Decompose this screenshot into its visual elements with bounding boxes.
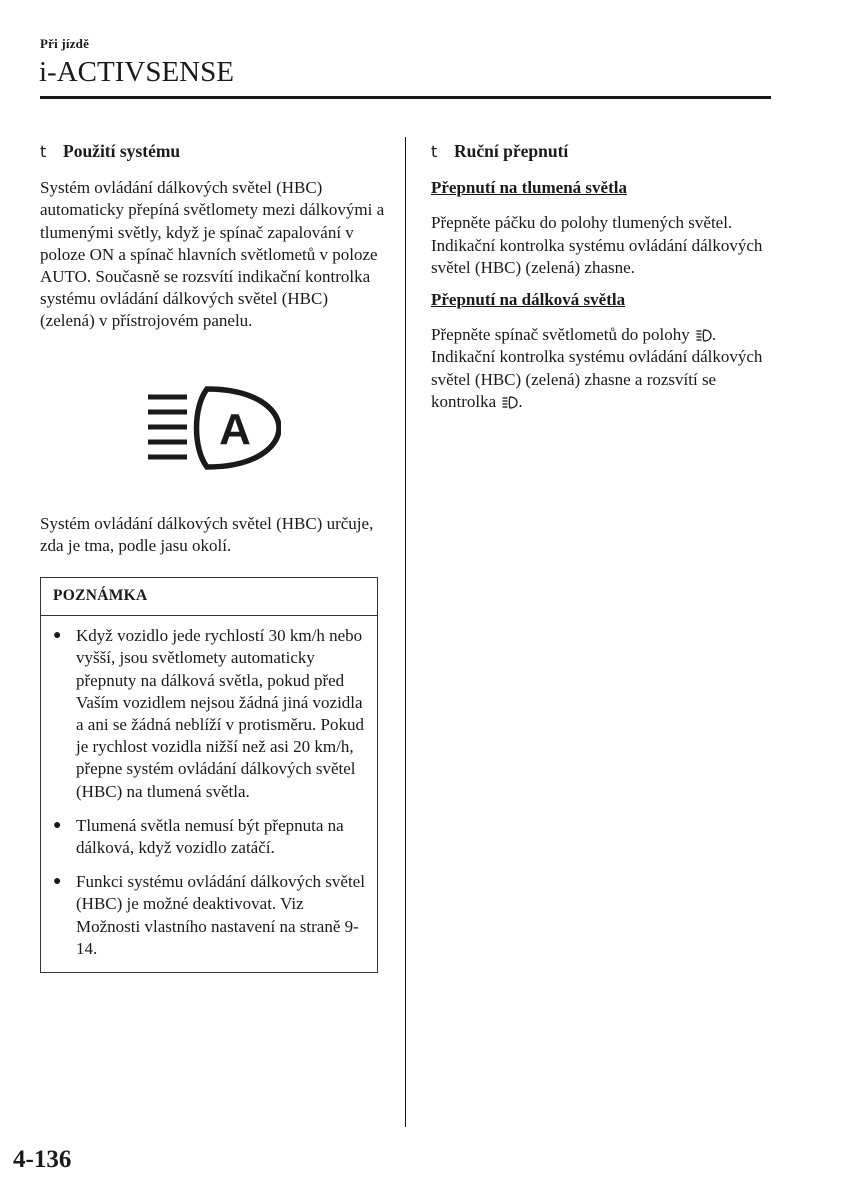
manual-heading-text: Ruční přepnutí xyxy=(454,141,569,161)
high-beam-instruction-text: Přepněte spínač světlometů do polohy xyxy=(431,325,690,345)
bullet: ● xyxy=(53,817,62,833)
low-beam-indicator-text: Indikační kontrolka systému ovládání dálkových světel (HBC) (zelená) zhasne. xyxy=(431,235,763,277)
page-number: 4-136 xyxy=(13,1146,72,1173)
high-beam-icon xyxy=(502,396,518,409)
section-label: Při jízdě xyxy=(40,36,90,51)
list-item xyxy=(53,815,365,859)
right-column xyxy=(431,140,776,413)
usage-heading-text: Použití systému xyxy=(63,141,181,161)
low-beam-subheading: Přepnutí na tlumená světla xyxy=(431,178,627,198)
list-item xyxy=(53,625,365,803)
usage-paragraph: Systém ovládání dálkových světel (HBC) automaticky přepíná světlomety mezi dálkovými a tlumenými světly, když je spínač zapalování v poloze ON a spínač hlavních světlometů v poloze AUTO. Současně se rozsvítí indikační kontrolka systému ovládání dálkových světel (HBC) (zelená) v přístrojovém panelu. xyxy=(40,178,385,331)
auto-high-beam-indicator-icon xyxy=(145,383,281,473)
heading-marker: t xyxy=(431,142,438,161)
high-beam-indicator-text xyxy=(431,346,776,413)
high-beam-instruction xyxy=(431,324,776,346)
low-beam-instruction: Přepněte páčku do polohy tlumených světel. xyxy=(431,213,733,233)
list-item xyxy=(53,871,365,960)
high-beam-indicator-text-body: Indikační kontrolka systému ovládání dálkových světel (HBC) (zelená) zhasne a rozsvítí se kontrolka xyxy=(431,347,763,411)
note-box xyxy=(40,577,378,973)
title-rule xyxy=(40,96,771,99)
column-divider xyxy=(405,137,406,1127)
svg-text:A: A xyxy=(218,404,251,454)
note-list xyxy=(41,616,377,972)
note-text: Funkci systému ovládání dálkových světel (HBC) je možné deaktivovat. Viz Možnosti vlastního nastavení na straně 9-14. xyxy=(76,872,365,958)
left-column xyxy=(40,140,385,973)
bullet: ● xyxy=(53,628,62,644)
high-beam-instruction-end: . xyxy=(711,325,717,345)
high-beam-subheading: Přepnutí na dálková světla xyxy=(431,290,626,310)
note-text: Tlumená světla nemusí být přepnuta na dálková, když vozidlo zatáčí. xyxy=(76,815,344,858)
detection-paragraph: Systém ovládání dálkových světel (HBC) určuje, zda je tma, podle jasu okolí. xyxy=(40,513,374,555)
heading-marker: t xyxy=(40,142,47,161)
high-beam-indicator-end: . xyxy=(518,391,523,411)
page-title: i-ACTIVSENSE xyxy=(39,56,234,88)
usage-heading xyxy=(40,140,385,163)
note-text: Když vozidlo jede rychlostí 30 km/h nebo vyšší, jsou světlomety automaticky přepnuty na dálková světla, pokud před Vaším vozidlem nejsou žádná jiná vozidla a ani se žádná neblíží v protisměru. Pokud je rychlost vozidla nižší než asi 20 km/h, přepne systém ovládání dálkových světel (HBC) na tlumená světla. xyxy=(76,626,364,801)
bullet: ● xyxy=(53,874,62,890)
high-beam-icon xyxy=(696,329,712,342)
manual-heading xyxy=(431,140,776,163)
note-title: POZNÁMKA xyxy=(41,578,377,616)
